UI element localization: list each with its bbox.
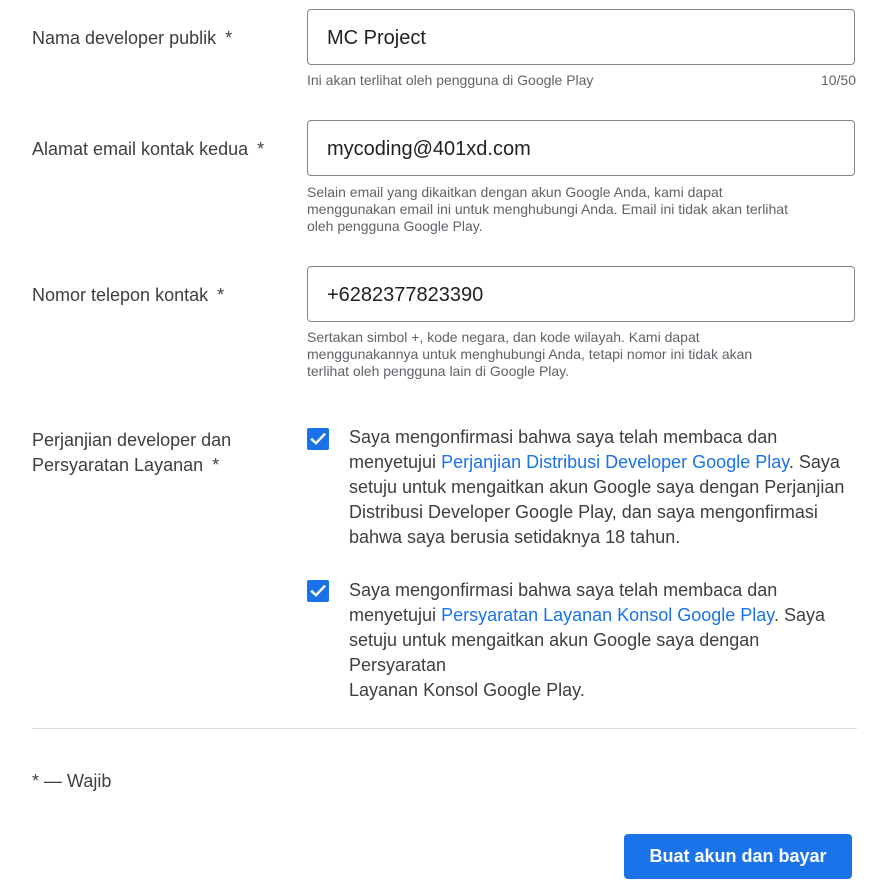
required-asterisk: * xyxy=(225,28,233,48)
developer-name-field[interactable] xyxy=(307,9,855,65)
character-counter: 10/50 xyxy=(820,72,856,88)
terms-of-service-checkbox[interactable] xyxy=(307,580,329,602)
contact-phone-label: Nomor telepon kontak * xyxy=(32,285,225,305)
agreement-label: Perjanjian developer dan Persyaratan Layanan * xyxy=(32,430,232,475)
checkmark-icon xyxy=(309,430,327,448)
distribution-agreement-link[interactable]: Perjanjian Distribusi Developer Google Play xyxy=(441,452,789,472)
secondary-email-field[interactable] xyxy=(307,120,855,176)
required-asterisk: * xyxy=(257,139,265,159)
required-asterisk: * xyxy=(217,285,225,305)
secondary-email-label: Alamat email kontak kedua * xyxy=(32,139,265,159)
contact-phone-hint: Sertakan simbol +, kode negara, dan kode wilayah. Kami dapat menggunakannya untuk menghubungi Anda, tetapi nomor ini tidak akan terlihat oleh pengguna lain di Google Play. xyxy=(307,329,753,379)
developer-name-label: Nama developer publik * xyxy=(32,28,233,48)
distribution-agreement-checkbox[interactable] xyxy=(307,428,329,450)
contact-phone-input[interactable] xyxy=(327,267,827,323)
required-asterisk: * xyxy=(212,455,220,475)
distribution-agreement-text: Saya mengonfirmasi bahwa saya telah membaca dan menyetujui Perjanjian Distribusi Developer Google Play. Saya setuju untuk mengaitkan akun Google saya dengan Perjanjian Distribusi Developer Google Play, dan saya mengonfirmasi bahwa saya berusia setidaknya 18 tahun. xyxy=(349,427,845,547)
required-note: * — Wajib xyxy=(32,771,112,791)
create-account-and-pay-button[interactable]: Buat akun dan bayar xyxy=(624,834,852,879)
developer-name-input[interactable] xyxy=(327,10,827,66)
secondary-email-hint: Selain email yang dikaitkan dengan akun Google Anda, kami dapat menggunakan email ini untuk menghubungi Anda. Email ini tidak akan terlihat oleh pengguna Google Play. xyxy=(307,184,788,234)
section-divider xyxy=(32,728,857,729)
terms-of-service-link[interactable]: Persyaratan Layanan Konsol Google Play xyxy=(441,605,774,625)
terms-of-service-text: Saya mengonfirmasi bahwa saya telah membaca dan menyetujui Persyaratan Layanan Konsol Google Play. Saya setuju untuk mengaitkan akun Google saya dengan Persyaratan Layanan Konsol Google Play. xyxy=(349,580,825,700)
contact-phone-field[interactable] xyxy=(307,266,855,322)
developer-name-hint: Ini akan terlihat oleh pengguna di Google Play xyxy=(307,72,594,88)
checkmark-icon xyxy=(309,582,327,600)
secondary-email-input[interactable] xyxy=(327,121,827,177)
